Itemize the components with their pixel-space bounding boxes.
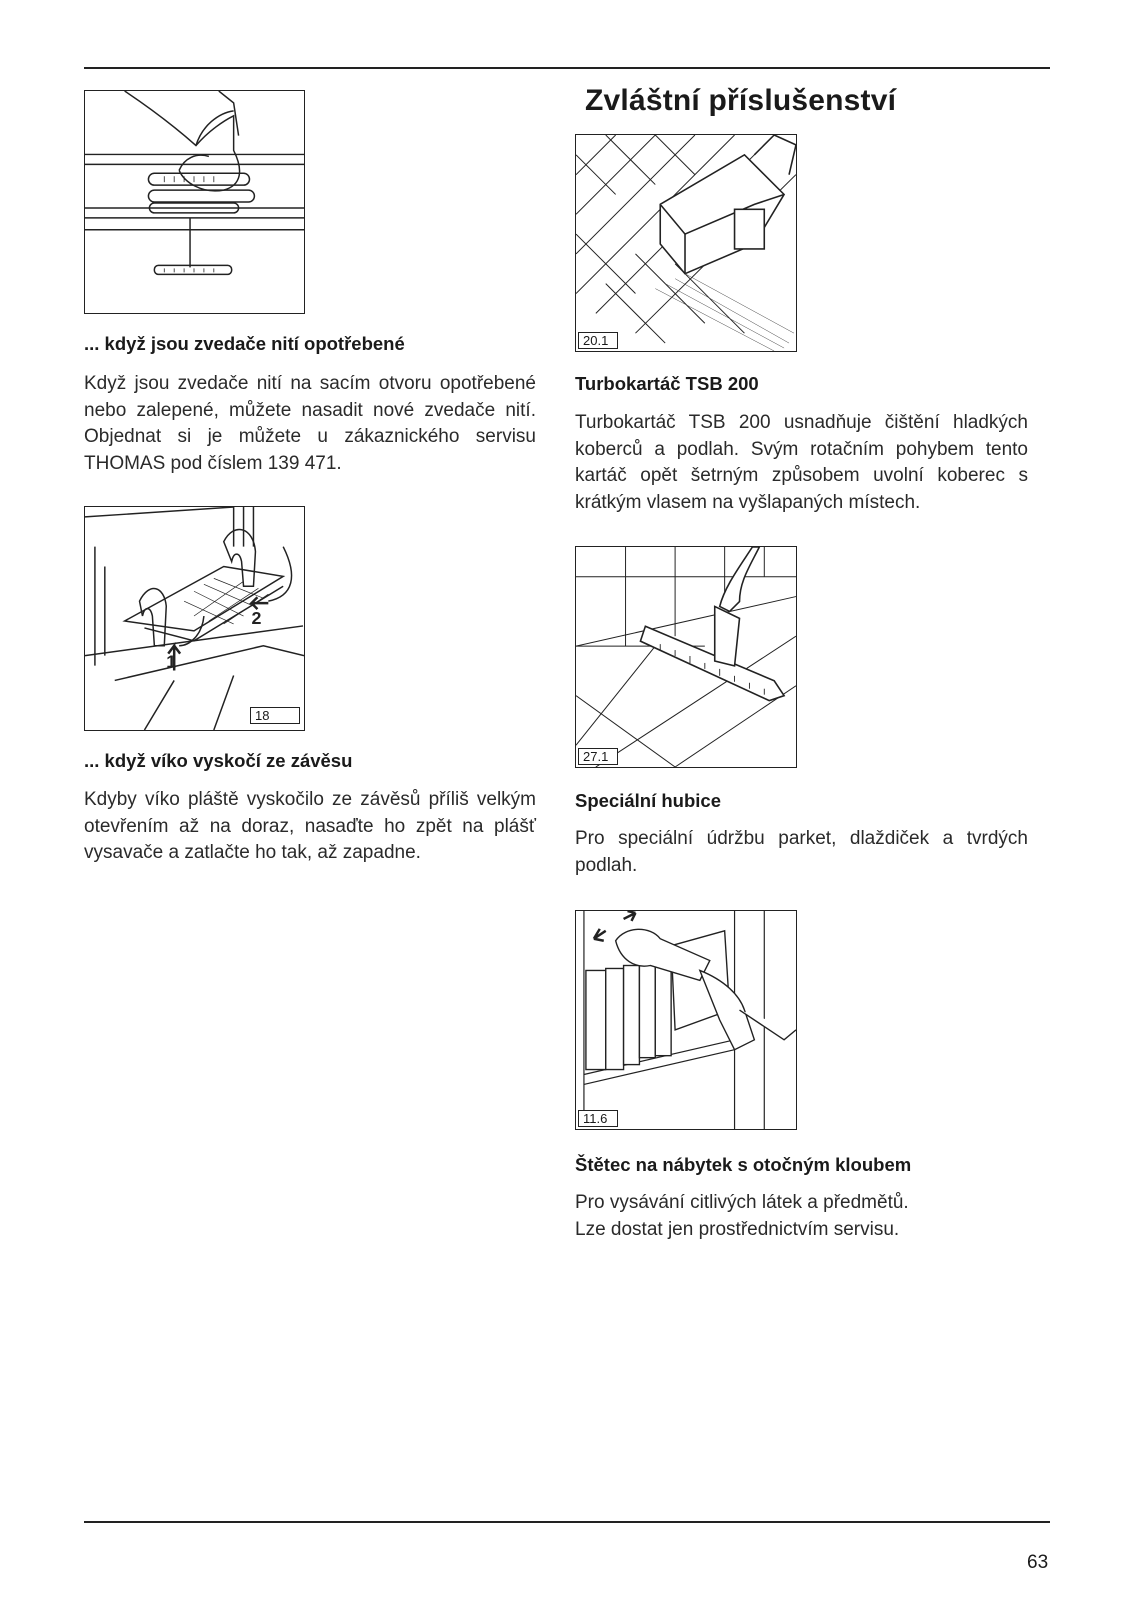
callout-1: 1 bbox=[166, 651, 177, 672]
callout-2: 2 bbox=[251, 607, 262, 628]
heading-furniture-brush: Štětec na nábytek s otočným kloubem bbox=[575, 1154, 912, 1175]
special-nozzle-drawing bbox=[576, 547, 796, 767]
lid-hinge-drawing bbox=[85, 507, 304, 730]
paragraph-turbo-brush: Turbokartáč TSB 200 usnadňuje čištění hladkých koberců a podlah. Svým rotačním pohybem tento kartáč opět šetrným způsobem uvolní koberec s krátkým vlasem na vyšlapaných místech. bbox=[575, 412, 1028, 513]
thread-lifter-illustration bbox=[84, 90, 305, 314]
paragraph-furniture-brush bbox=[575, 1190, 1028, 1243]
heading-special-nozzle: Speciální hubice bbox=[575, 790, 721, 811]
heading-thread-lifters: ... když jsou zvedače nití opotřebené bbox=[84, 333, 405, 354]
figure-label-20-1: 20.1 bbox=[578, 332, 618, 349]
turbo-brush-illustration bbox=[575, 134, 797, 352]
heading-lid-hinge: ... když víko vyskočí ze závěsu bbox=[84, 750, 353, 771]
thread-lifter-drawing bbox=[85, 91, 304, 313]
bottom-rule bbox=[84, 1521, 1050, 1523]
turbo-brush-drawing bbox=[576, 135, 796, 351]
figure-label-27-1: 27.1 bbox=[578, 748, 618, 765]
paragraph-thread-lifters: Když jsou zvedače nití na sacím otvoru opotřebené nebo zalepené, můžete nasadit nové zvedače nití. Objednat si je můžete u zákaznického servisu THOMAS pod číslem 139 471. bbox=[84, 373, 536, 474]
heading-turbo-brush: Turbokartáč TSB 200 bbox=[575, 373, 759, 394]
paragraph-special-nozzle: Pro speciální údržbu parket, dlaždiček a tvrdých podlah. bbox=[575, 828, 1028, 876]
special-nozzle-illustration bbox=[575, 546, 797, 768]
top-rule bbox=[84, 67, 1050, 69]
furniture-brush-drawing bbox=[576, 911, 796, 1129]
paragraph-furniture-brush-line2: Lze dostat jen prostřednictvím servisu. bbox=[575, 1218, 900, 1240]
figure-label-11-6: 11.6 bbox=[578, 1110, 618, 1127]
figure-label-18: 18 bbox=[250, 707, 300, 724]
section-title: Zvláštní příslušenství bbox=[585, 84, 897, 117]
paragraph-lid-hinge: Kdyby víko pláště vyskočilo ze závěsů příliš velkým otevřením až na doraz, nasaďte ho zpět na plášť vysavače a zatlačte ho tak, až zapadne. bbox=[84, 789, 536, 863]
lid-hinge-illustration bbox=[84, 506, 305, 731]
furniture-brush-illustration bbox=[575, 910, 797, 1130]
paragraph-furniture-brush-line1: Pro vysávání citlivých látek a předmětů. bbox=[575, 1192, 909, 1213]
page-number: 63 bbox=[1027, 1552, 1049, 1573]
